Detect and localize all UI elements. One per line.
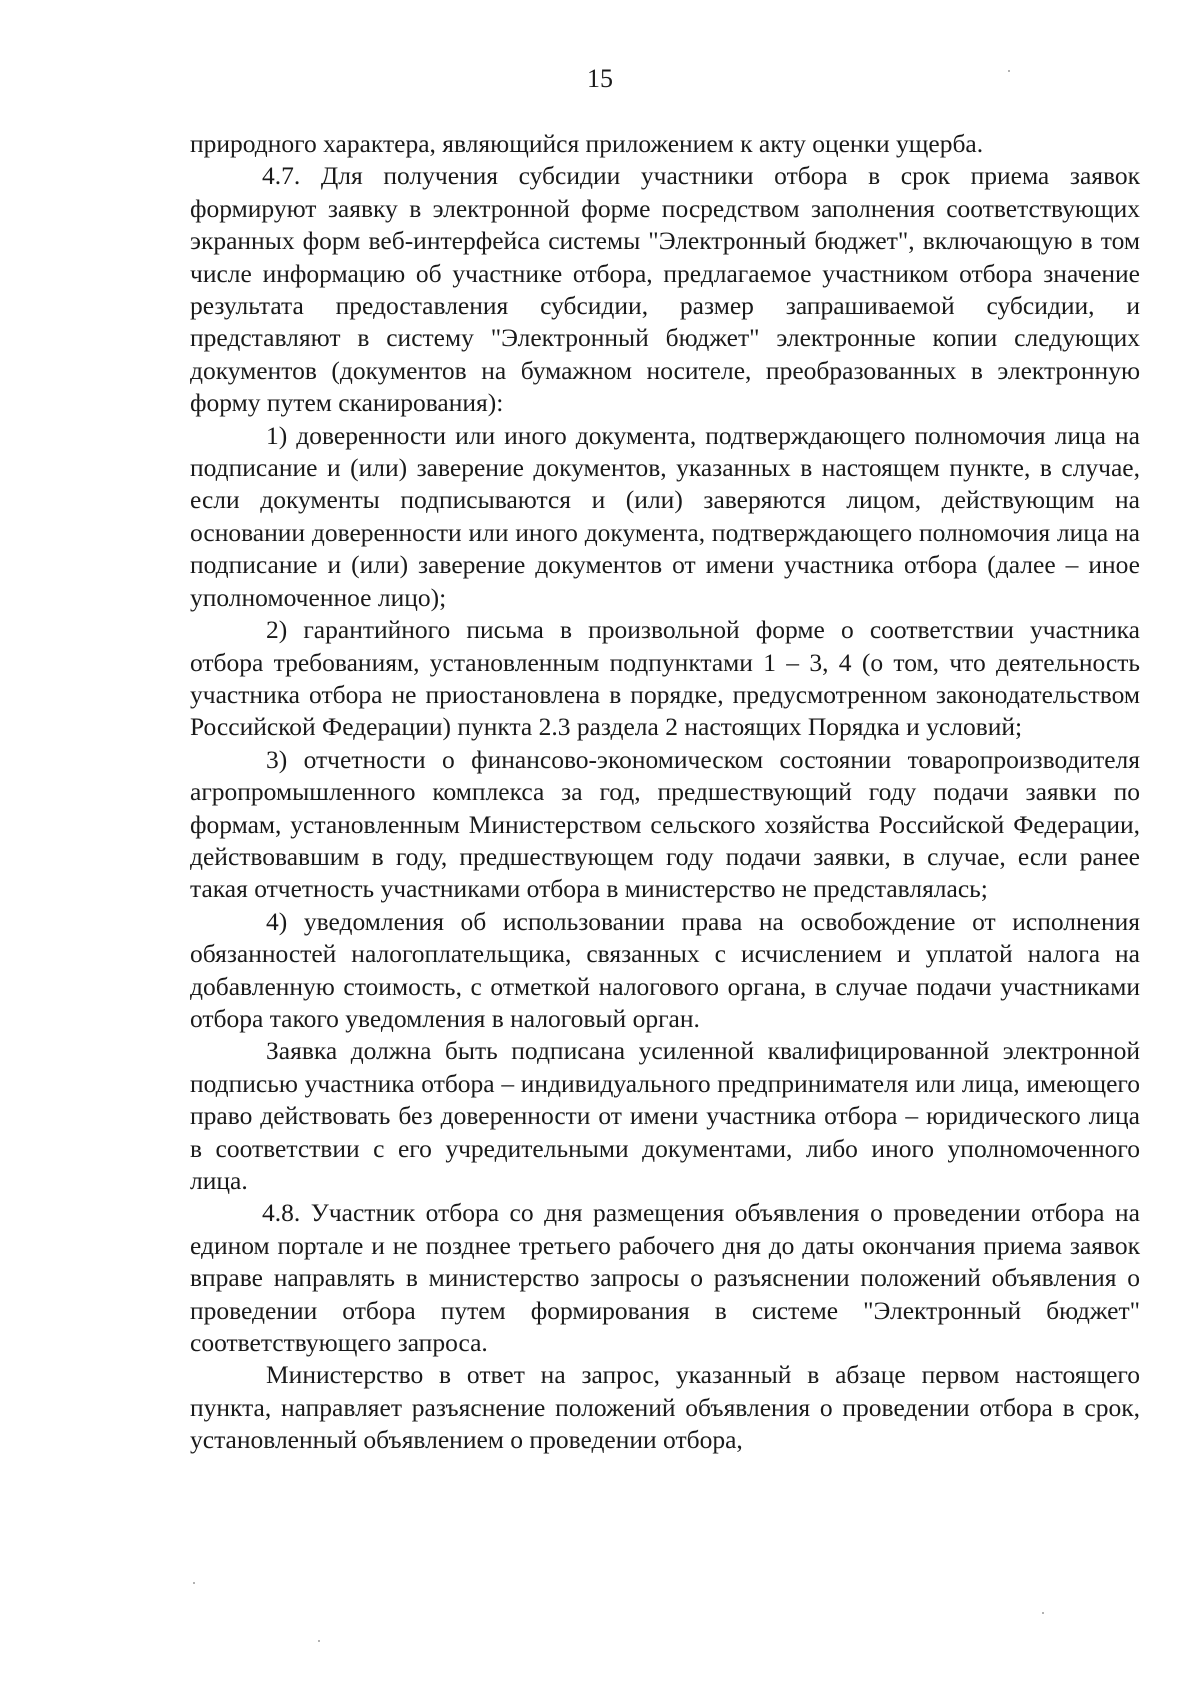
scan-speck <box>318 1640 320 1642</box>
paragraph-item-1: 1) доверенности или иного документа, подтверждающего полномочия лица на подписание и (или) заверение документов, указанных в настоящем пункте, в случае, если документы подписываются и (или) заверяются лицом, действующим на основании доверенности или иного документа, подтверждающего полномочия лица на подписание и (или) заверение документов от имени участника отбора (далее – иное уполномоченное лицо); <box>190 420 1140 612</box>
scan-speck <box>193 1582 195 1584</box>
scan-speck <box>1008 70 1010 72</box>
paragraph-clause-4-8: 4.8. Участник отбора со дня размещения объявления о проведении отбора на едином портале и не позднее третьего рабочего дня до даты окончания приема заявок вправе направлять в министерство запросы о разъяснении положений объявления о проведении отбора путем формирования в системе "Электронный бюджет" соответствующего запроса. <box>190 1198 1140 1358</box>
page-number: 15 <box>587 64 613 93</box>
paragraph-continuation: природного характера, являющийся приложением к акту оценки ущерба. <box>190 129 984 158</box>
paragraph-item-4: 4) уведомления об использовании права на освобождение от исполнения обязанностей налогоплательщика, связанных с исчислением и уплатой налога на добавленную стоимость, с отметкой налогового органа, в случае подачи участниками отбора такого уведомления в налоговый орган. <box>190 906 1140 1033</box>
scan-speck <box>1042 1612 1044 1614</box>
paragraph-item-2: 2) гарантийного письма в произвольной форме о соответствии участника отбора требованиям, установленным подпунктами 1 – 3, 4 (о том, что деятельность участника отбора не приостановлена в порядке, предусмотренном законодательством Российской Федерации) пункта 2.3 раздела 2 настоящих Порядка и условий; <box>190 615 1140 742</box>
paragraph-item-3: 3) отчетности о финансово-экономическом состоянии товаропроизводителя агропромышленного комплекса за год, предшествующий году подачи заявки по формам, установленным Министерством сельского хозяйства Российской Федерации, действовавшим в году, предшествующем году подачи заявки, в случае, если ранее такая отчетность участниками отбора в министерство не представлялась; <box>190 744 1140 904</box>
document-body <box>190 128 1140 1457</box>
paragraph-clause-4-7: 4.7. Для получения субсидии участники отбора в срок приема заявок формируют заявку в электронной форме посредством заполнения соответствующих экранных форм веб-интерфейса системы "Электронный бюджет", включающую в том числе информацию об участнике отбора, предлагаемое участником отбора значение результата предоставления субсидии, размер запрашиваемой субсидии, и представляют в систему "Электронный бюджет" электронные копии следующих документов (документов на бумажном носителе, преобразованных в электронную форму путем сканирования): <box>190 161 1140 418</box>
paragraph-ministry-response: Министерство в ответ на запрос, указанный в абзаце первом настоящего пункта, направляет разъяснение положений объявления о проведении отбора в срок, установленный объявлением о проведении отбора, <box>190 1360 1140 1455</box>
paragraph-signature-requirement: Заявка должна быть подписана усиленной квалифицированной электронной подписью участника отбора – индивидуального предпринимателя или лица, имеющего право действовать без доверенности от имени участника отбора – юридического лица в соответствии с его учредительными документами, либо иного уполномоченного лица. <box>190 1036 1140 1195</box>
